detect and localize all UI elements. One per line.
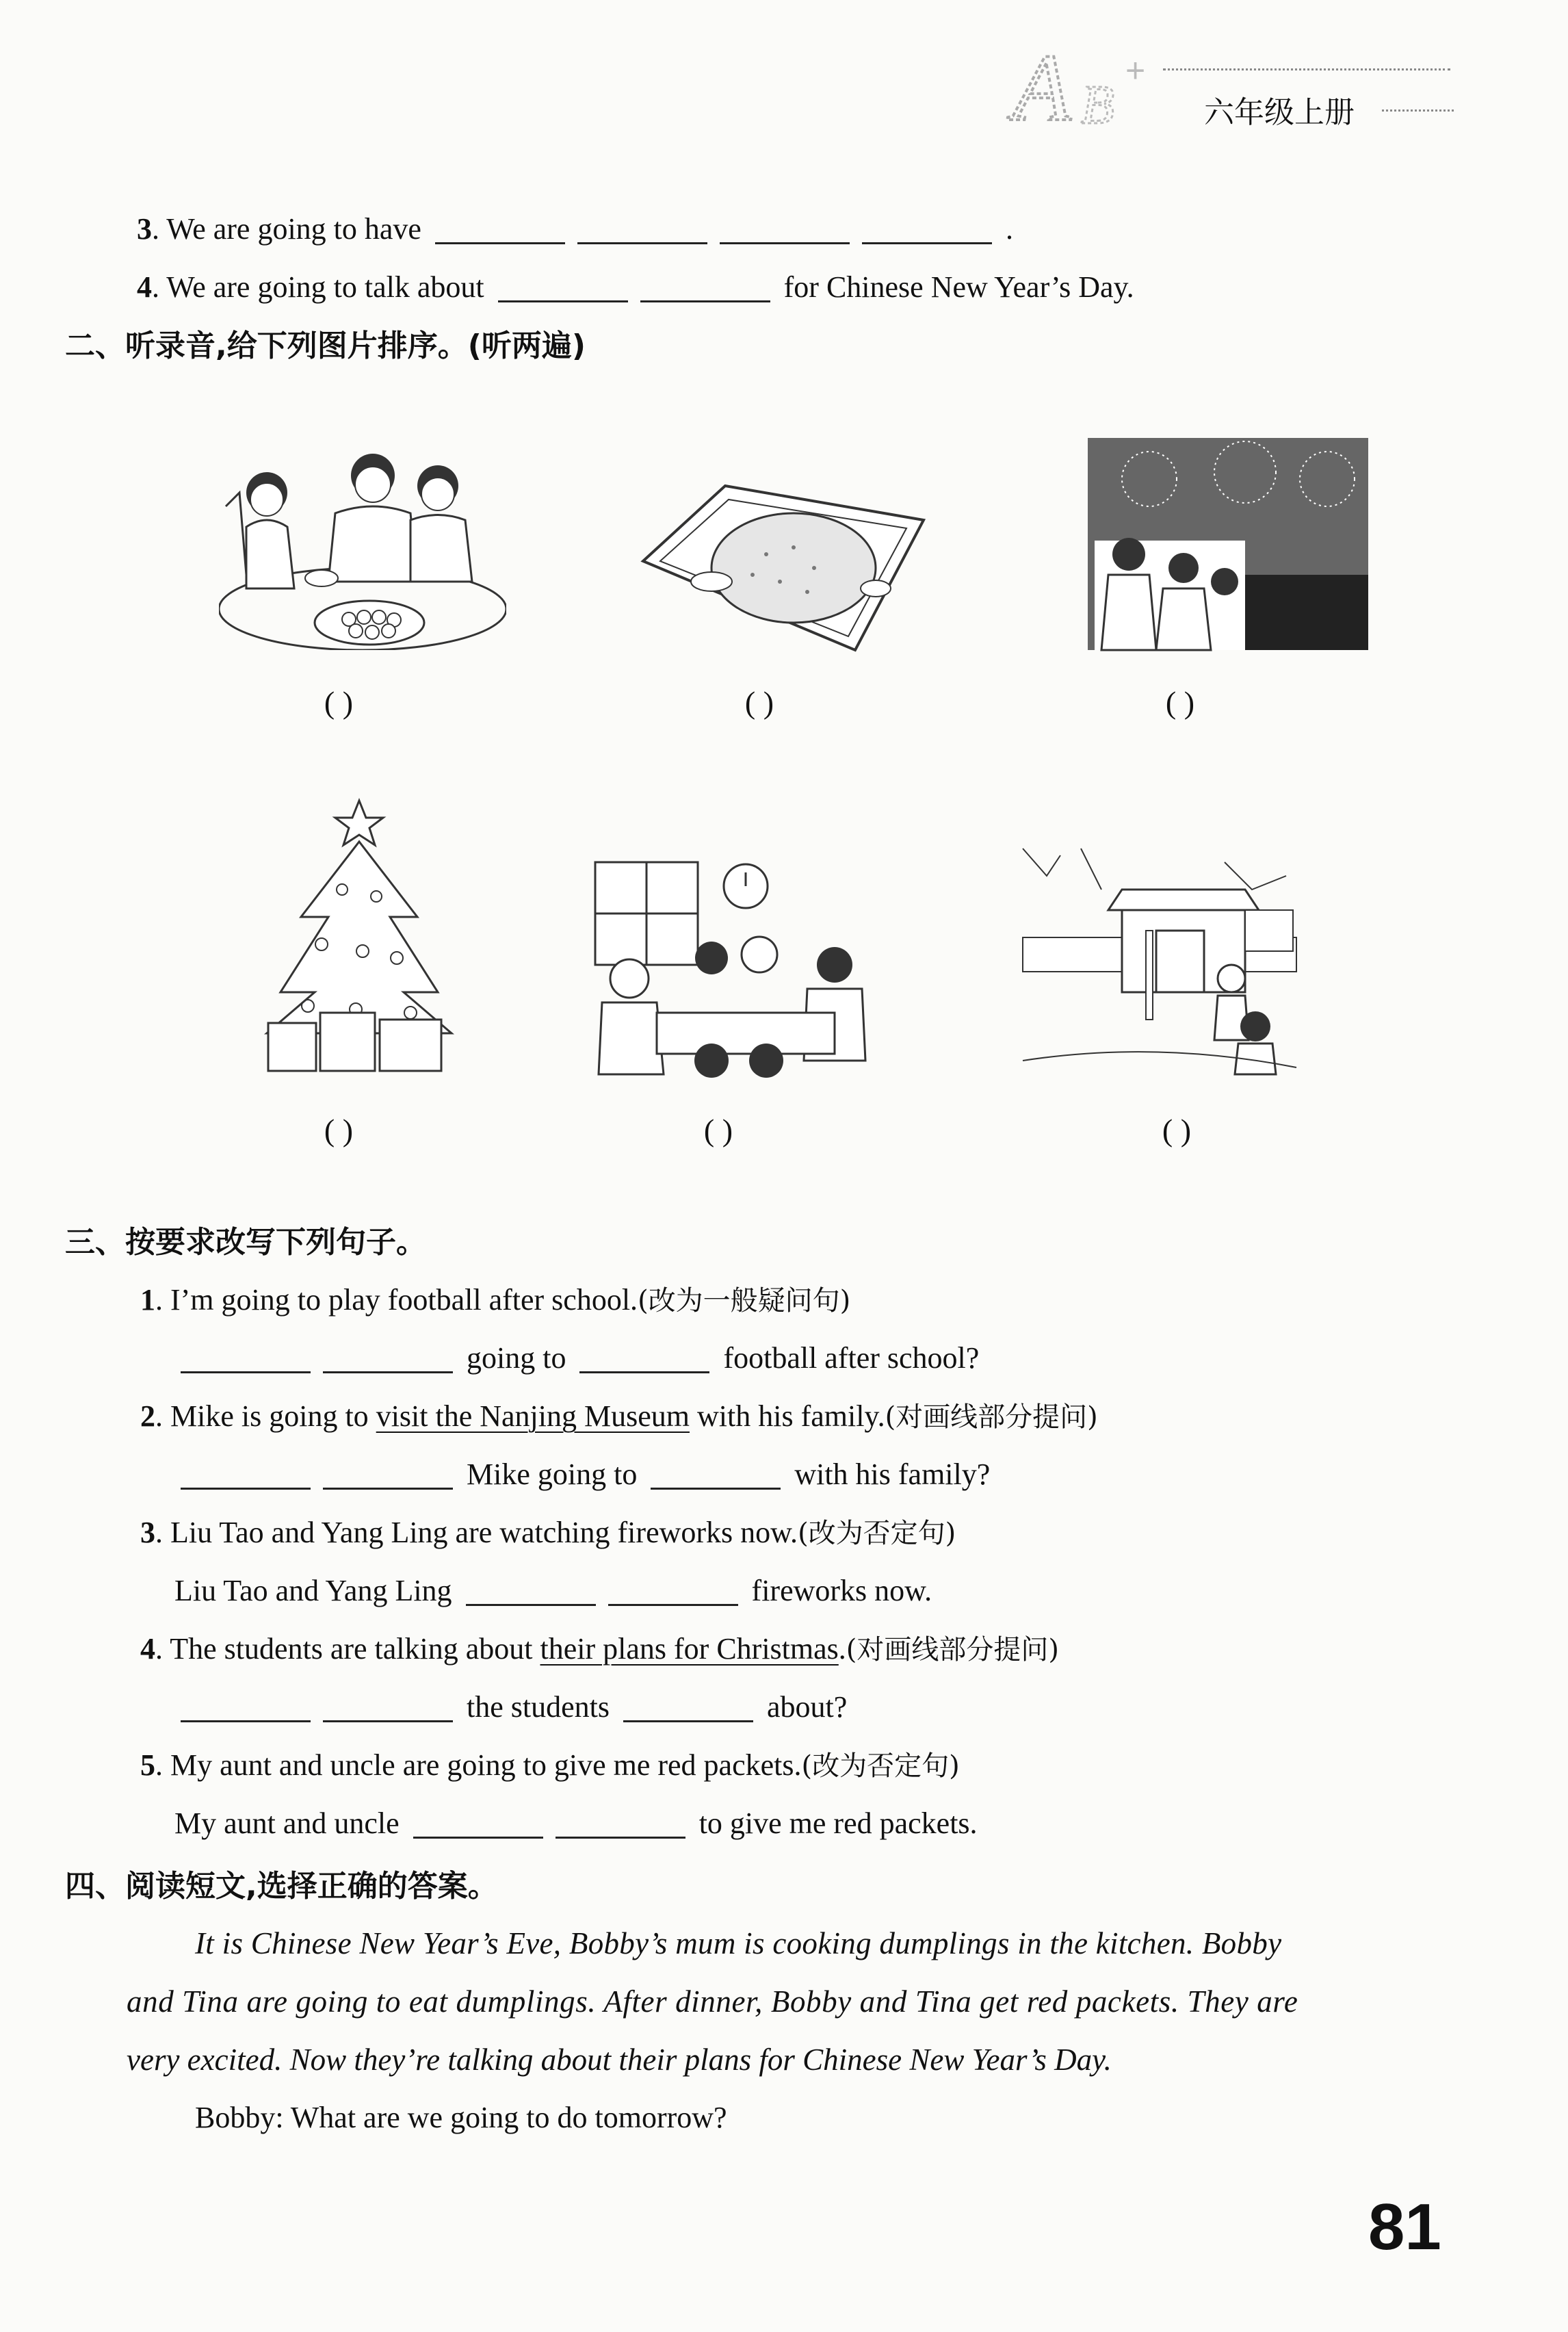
instruction-note: (改为否定句) [798,1518,956,1549]
listening-item-3 [137,209,1013,250]
answer-blank[interactable] [556,1805,685,1839]
item-number: 1 [140,1283,155,1317]
item-number: 3 [137,212,152,246]
header-logo [1006,38,1184,133]
answer-blank[interactable] [323,1456,453,1490]
answer-line-3 [174,1570,932,1611]
answer-text: about? [759,1690,848,1724]
passage-line-1: It is Chinese New Year’s Eve, Bobby’s mum is cooking dumplings in the kitchen. Bobby [195,1926,1282,1960]
picture3-answer[interactable]: ( ) [1165,685,1195,720]
section3-title: 三、按要求改写下列句子。 [65,1225,426,1260]
rewrite-question-2 [140,1396,1098,1438]
answer-text: football after school? [716,1341,980,1375]
answer-blank[interactable] [608,1572,738,1606]
question-text: . [838,1632,846,1666]
item-text: . We are going to talk about [152,270,492,304]
item-number: 2 [140,1399,155,1433]
dialogue-line-1: Bobby: What are we going to do tomorrow? [195,2101,727,2134]
item-text: for Chinese New Year’s Day. [776,270,1134,304]
header-rule [1163,68,1450,70]
passage-line-2: and Tina are going to eat dumplings. After dinner, Bobby and Tina get red packets. They are [127,1984,1298,2019]
svg-text:B: B [1081,75,1114,133]
instruction-note: (对画线部分提问) [846,1634,1059,1666]
item-number: 4 [137,270,152,304]
answer-line-2 [174,1454,990,1495]
picture2-answer[interactable]: ( ) [744,685,774,720]
answer-blank[interactable] [413,1805,543,1839]
rewrite-question-4 [140,1629,1059,1670]
answer-blank[interactable] [720,211,850,244]
answer-blank[interactable] [323,1689,453,1722]
answer-text: to give me red packets. [691,1806,978,1840]
question-text: . Mike is going to [155,1399,376,1433]
picture4-answer[interactable]: ( ) [324,1113,354,1148]
answer-blank[interactable] [466,1572,596,1606]
picture5-answer[interactable]: ( ) [703,1113,733,1148]
instruction-note: (改为一般疑问句) [638,1285,851,1317]
answer-text: Mike going to [459,1458,645,1491]
instruction-note: (对画线部分提问) [885,1401,1098,1433]
answer-line-4 [174,1687,847,1728]
item-text: . [997,212,1013,246]
answer-blank[interactable] [181,1456,311,1490]
answer-text: fireworks now. [744,1574,932,1607]
answer-blank[interactable] [435,211,565,244]
section2-title: 二、听录音,给下列图片排序。(听两遍) [65,328,586,363]
snowy-house-visit-picture [1019,835,1300,1081]
answer-blank[interactable] [640,269,770,302]
answer-blank[interactable] [579,1340,709,1373]
answer-line-5 [174,1803,978,1844]
grade-label: 六年级上册 [1204,95,1355,130]
family-eating-tangyuan-picture [219,438,506,650]
item-number: 4 [140,1632,155,1666]
page-number: 81 [1368,2190,1441,2264]
item-text: . We are going to have [152,212,429,246]
rewrite-question-5 [140,1745,960,1787]
answer-blank[interactable] [181,1340,311,1373]
listening-item-4 [137,267,1134,308]
answer-text: with his family? [787,1458,991,1491]
answer-text: the students [459,1690,617,1724]
rewrite-question-1 [140,1280,850,1321]
question-text: . I’m going to play football after school. [155,1283,638,1317]
question-text: with his family. [690,1399,885,1433]
item-number: 5 [140,1748,155,1782]
header-dots [1382,109,1454,112]
family-dinner-picture [588,855,883,1081]
svg-text:+: + [1125,51,1146,90]
passage-line-3: very excited. Now they’re talking about their plans for Chinese New Year’s Day. [127,2043,1112,2077]
question-text: . My aunt and uncle are going to give me red packets. [155,1748,802,1782]
answer-blank[interactable] [862,211,992,244]
answer-blank[interactable] [623,1689,753,1722]
question-text: . Liu Tao and Yang Ling are watching fireworks now. [155,1516,798,1549]
christmas-tree-picture [260,794,458,1081]
roast-turkey-picture [629,472,930,657]
answer-text: My aunt and uncle [174,1806,407,1840]
instruction-note: (改为否定句) [801,1750,960,1782]
answer-blank[interactable] [498,269,628,302]
ab-logo-icon [1006,38,1184,133]
answer-blank[interactable] [577,211,707,244]
section4-title: 四、阅读短文,选择正确的答案。 [65,1869,498,1904]
question-text: . The students are talking about [155,1632,540,1666]
rewrite-question-3 [140,1512,956,1554]
answer-text: going to [459,1341,574,1375]
underlined-phrase: their plans for Christmas [540,1632,839,1666]
item-number: 3 [140,1516,155,1549]
answer-blank[interactable] [323,1340,453,1373]
answer-blank[interactable] [181,1689,311,1722]
picture1-answer[interactable]: ( ) [324,685,354,720]
underlined-phrase: visit the Nanjing Museum [376,1399,690,1433]
picture6-answer[interactable]: ( ) [1162,1113,1192,1148]
fireworks-picture [1081,438,1375,657]
svg-text:A: A [1012,38,1071,133]
answer-text: Liu Tao and Yang Ling [174,1574,460,1607]
answer-blank[interactable] [651,1456,781,1490]
answer-line-1 [174,1338,979,1379]
